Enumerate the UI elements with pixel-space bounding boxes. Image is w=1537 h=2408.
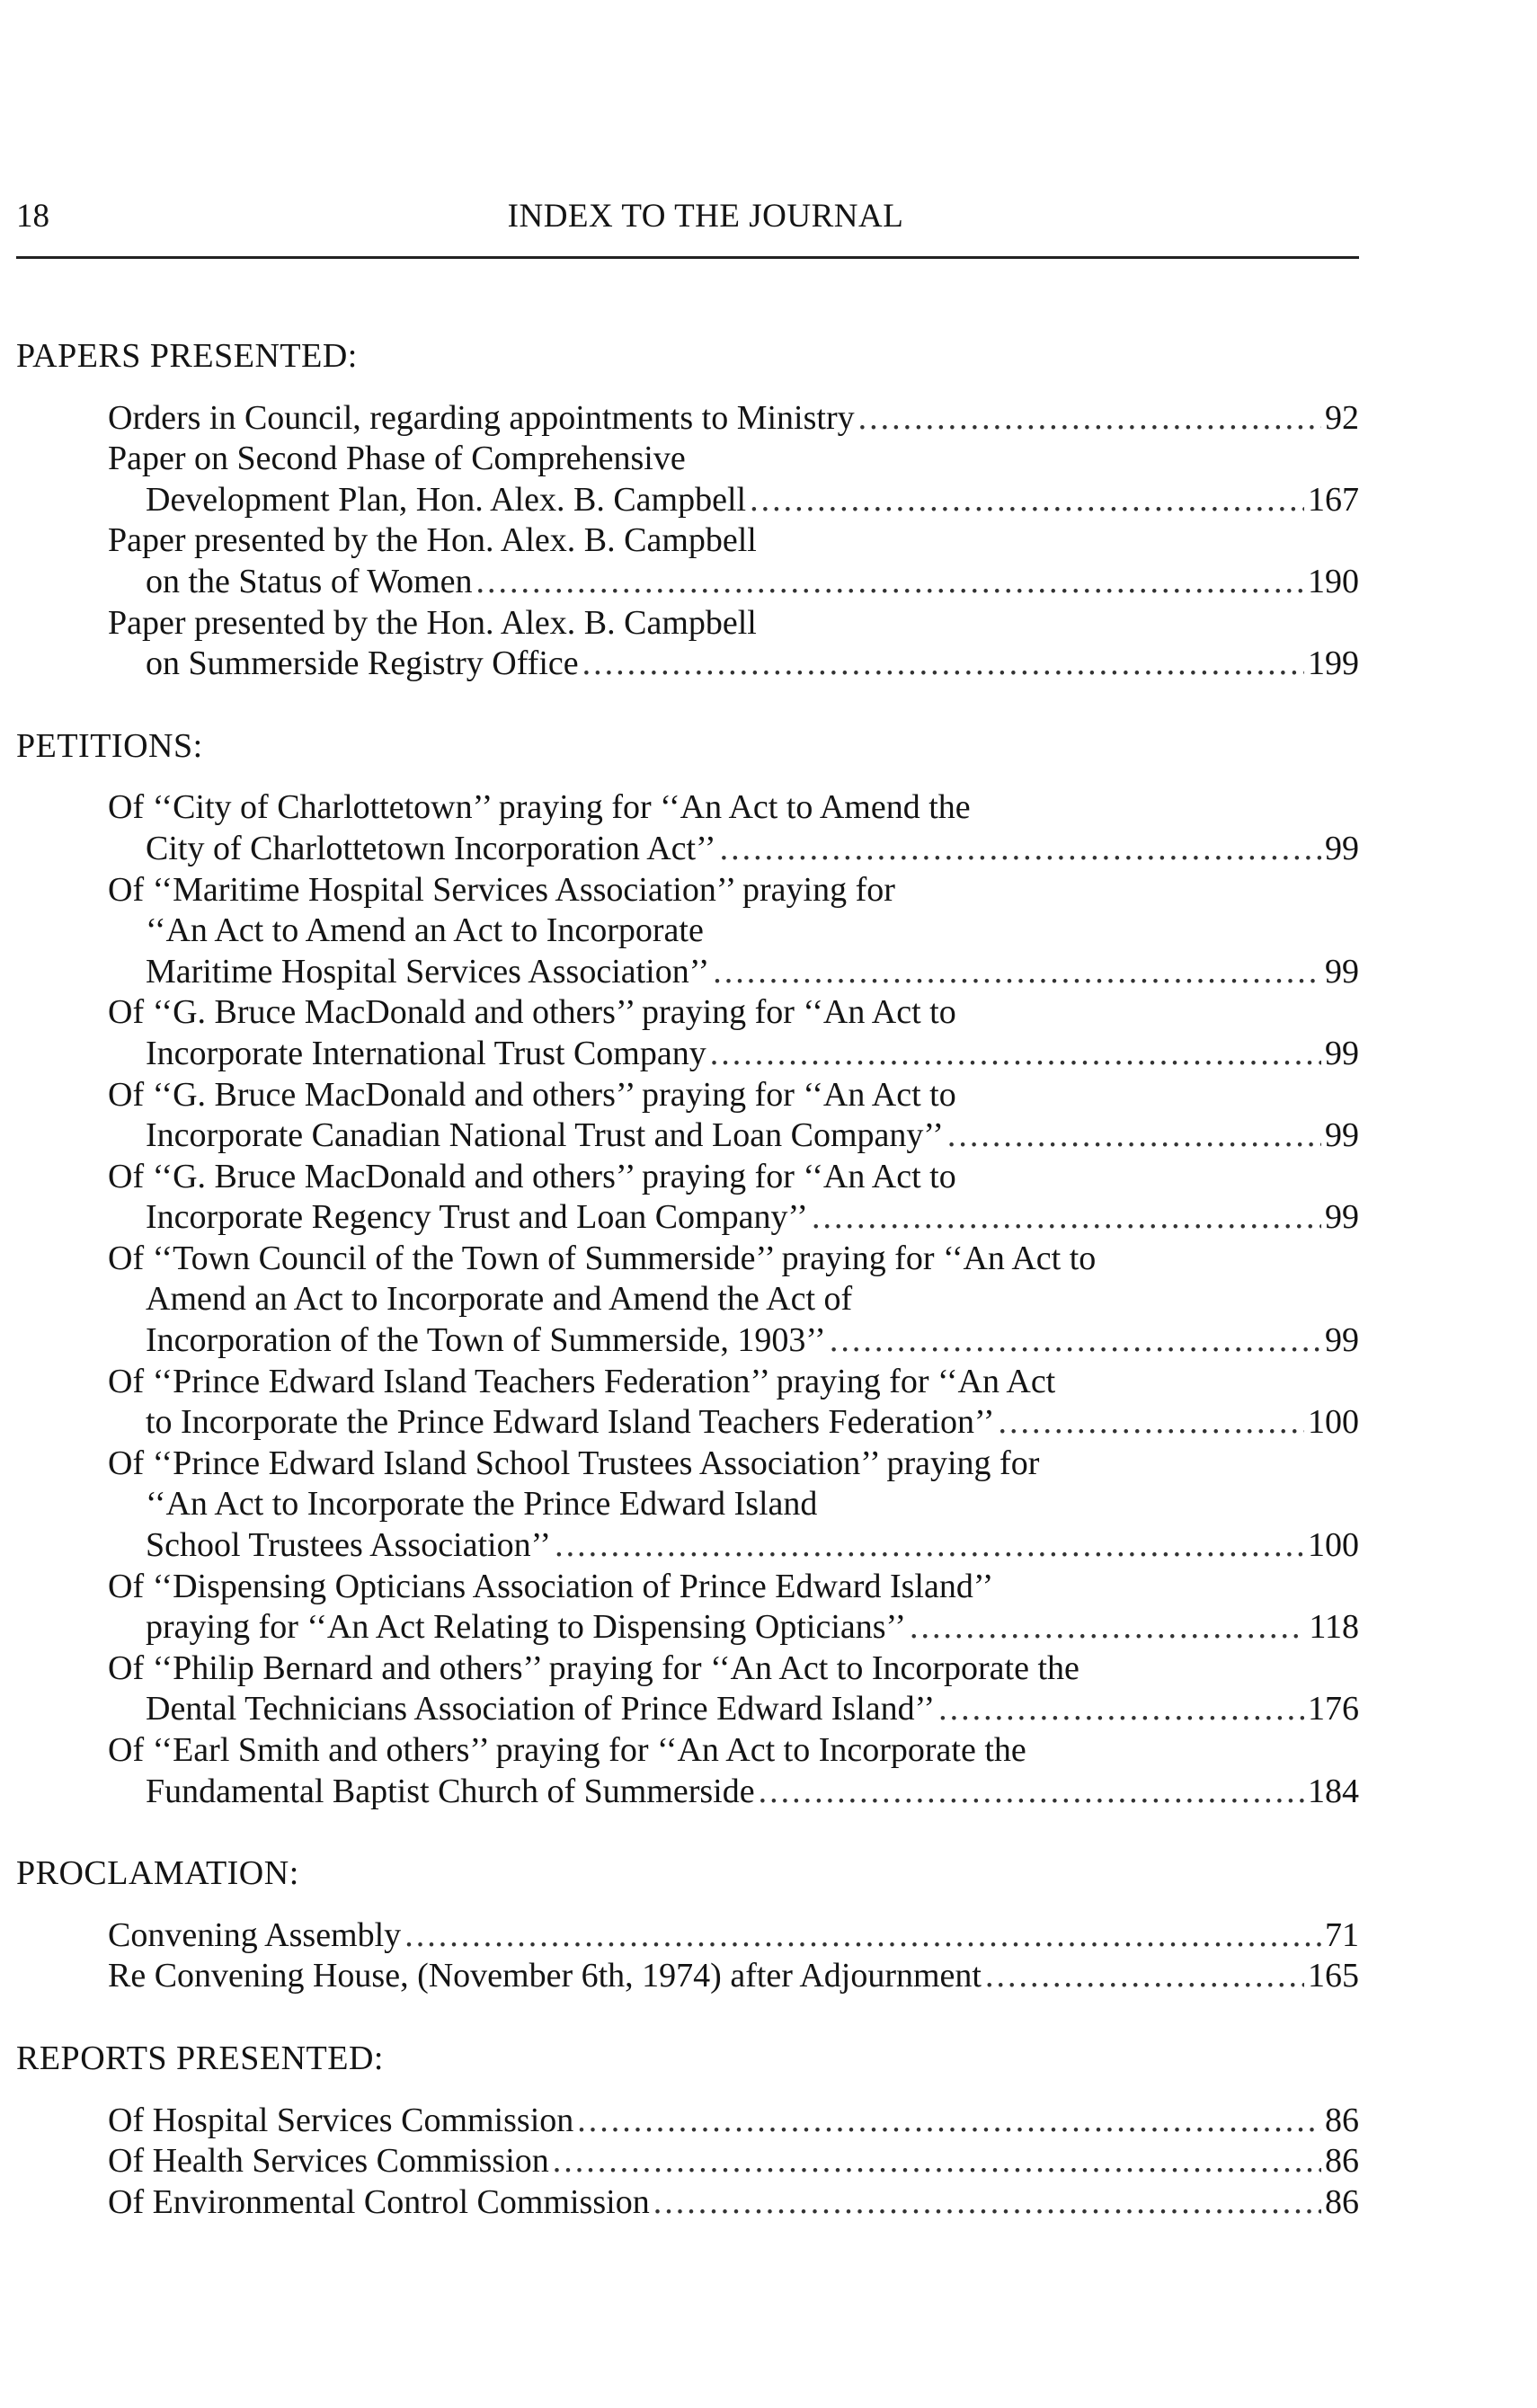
entry-text: Of Health Services Commission [108,2142,549,2181]
entry-text: Of ‘‘Dispensing Opticians Association of Prince Edward Island’’ [108,1567,994,1605]
entry-list [16,787,1359,1812]
page-reference: 99 [1325,1034,1359,1072]
index-entry [108,2101,1359,2142]
page-reference: 190 [1308,562,1359,600]
index-entry [108,992,1359,1074]
entry-text: Of ‘‘Town Council of the Town of Summerside’’ praying for ‘‘An Act to [108,1239,1097,1277]
dot-leader [947,1115,1321,1157]
index-entry [108,439,1359,520]
entry-text: Of ‘‘G. Bruce MacDonald and others’’ praying for ‘‘An Act to [108,993,956,1032]
dot-leader [653,2182,1321,2224]
page-reference: 92 [1325,398,1359,437]
page-header [16,194,1359,239]
index-entry [108,1956,1359,1997]
index-entry [108,1239,1359,1362]
page-reference: 165 [1308,1957,1359,1995]
entry-text: on Summerside Registry Office [146,644,579,683]
entry-text: Maritime Hospital Services Association’’ [146,952,710,991]
dot-leader [938,1689,1304,1730]
entry-text: Dental Technicians Association of Prince Edward Island’’ [146,1690,936,1728]
entry-text: Of ‘‘G. Bruce MacDonald and others’’ praying for ‘‘An Act to [108,1157,956,1195]
dot-leader [555,1525,1304,1567]
entry-text: Of ‘‘Prince Edward Island Teachers Federation’’ praying for ‘‘An Act [108,1362,1056,1400]
entry-text: on the Status of Women [146,562,473,600]
index-entry [108,1730,1359,1812]
page-reference: 199 [1308,644,1359,683]
dot-leader [830,1320,1321,1362]
page-reference: 184 [1308,1772,1359,1810]
entry-text: Paper on Second Phase of Comprehensive [108,440,686,478]
entry-text: Of ‘‘Philip Bernard and others’’ praying for ‘‘An Act to Incorporate the [108,1648,1079,1687]
page-reference: 176 [1308,1690,1359,1728]
dot-leader [985,1956,1304,1997]
dot-leader [750,480,1304,521]
page-reference: 99 [1325,829,1359,867]
dot-leader [404,1915,1321,1957]
dot-leader [910,1607,1305,1648]
page-reference: 118 [1309,1608,1359,1647]
entry-text: Paper presented by the Hon. Alex. B. Campbell [108,603,757,642]
index-entry [108,2141,1359,2182]
entry-list [16,398,1359,685]
dot-leader [858,398,1321,440]
section-heading-reports-presented: REPORTS PRESENTED: [16,2039,384,2077]
index-entry [108,1915,1359,1957]
page-reference: 86 [1325,2182,1359,2221]
dot-leader [999,1402,1305,1444]
dot-leader [577,2101,1321,2142]
running-title: INDEX TO THE JOURNAL [507,198,904,235]
page-reference: 86 [1325,2142,1359,2181]
page-reference: 99 [1325,1116,1359,1155]
section-heading-petitions: PETITIONS: [16,726,203,765]
dot-leader [476,562,1304,603]
entry-text: Of ‘‘G. Bruce MacDonald and others’’ praying for ‘‘An Act to [108,1075,956,1114]
index-content [16,336,1359,2223]
entry-text: Re Convening House, (November 6th, 1974) after Adjournment [108,1957,982,1995]
page-reference: 99 [1325,952,1359,991]
dot-leader [759,1772,1304,1813]
entry-text: Development Plan, Hon. Alex. B. Campbell [146,480,747,519]
index-entry [108,1444,1359,1567]
page-number: 18 [16,198,49,235]
index-entry [108,1362,1359,1444]
entry-text: Fundamental Baptist Church of Summerside [146,1772,755,1810]
index-entry [108,1567,1359,1648]
dot-leader [582,644,1304,685]
entry-text: Of ‘‘Prince Edward Island School Trustees Association’’ praying for [108,1444,1040,1482]
section-heading-papers-presented: PAPERS PRESENTED: [16,337,358,375]
entry-text: Of ‘‘Earl Smith and others’’ praying for ‘‘An Act to Incorporate the [108,1731,1026,1769]
entry-text: Of ‘‘Maritime Hospital Services Association’’ praying for [108,870,895,909]
entry-text: Amend an Act to Incorporate and Amend the Act of [146,1280,853,1319]
dot-leader [720,829,1321,870]
entry-text: Of Environmental Control Commission [108,2182,650,2221]
page-reference: 71 [1325,1915,1359,1954]
entry-list [16,2101,1359,2224]
entry-text: Of ‘‘City of Charlottetown’’ praying for ‘‘An Act to Amend the [108,788,971,827]
entry-text: City of Charlottetown Incorporation Act’’ [146,829,716,867]
page-reference: 99 [1325,1321,1359,1360]
page-reference: 99 [1325,1198,1359,1237]
entry-list [16,1915,1359,1997]
dot-leader [812,1197,1321,1239]
dot-leader [713,952,1321,993]
index-entry [108,1075,1359,1157]
index-entry [108,1648,1359,1730]
entry-text: ‘‘An Act to Amend an Act to Incorporate [146,911,704,950]
page-reference: 167 [1308,480,1359,519]
entry-text: Incorporate Canadian National Trust and Loan Company’’ [146,1116,944,1155]
entry-text: to Incorporate the Prince Edward Island Teachers Federation’’ [146,1403,995,1442]
entry-text: ‘‘An Act to Incorporate the Prince Edward Island [146,1485,818,1524]
entry-text: School Trustees Association’’ [146,1526,552,1565]
entry-text: Orders in Council, regarding appointments to Ministry [108,398,855,437]
page-reference: 86 [1325,2101,1359,2139]
page-reference: 100 [1308,1526,1359,1565]
index-entry [108,870,1359,993]
index-entry [108,398,1359,440]
index-entry [108,603,1359,685]
index-entry [108,1157,1359,1239]
entry-text: Of Hospital Services Commission [108,2101,574,2139]
entry-text: Convening Assembly [108,1915,402,1954]
dot-leader [710,1034,1321,1075]
entry-text: Paper presented by the Hon. Alex. B. Campbell [108,521,757,560]
entry-text: Incorporate Regency Trust and Loan Company’’ [146,1198,808,1237]
entry-text: Incorporation of the Town of Summerside, 1903’’ [146,1321,826,1360]
entry-text: Incorporate International Trust Company [146,1034,706,1072]
entry-text: praying for ‘‘An Act Relating to Dispensing Opticians’’ [146,1608,907,1647]
index-entry [108,787,1359,869]
index-entry [108,2182,1359,2224]
page-reference: 100 [1308,1403,1359,1442]
index-entry [108,520,1359,602]
dot-leader [553,2141,1321,2182]
header-rule [16,256,1359,259]
section-heading-proclamation: PROCLAMATION: [16,1854,299,1893]
